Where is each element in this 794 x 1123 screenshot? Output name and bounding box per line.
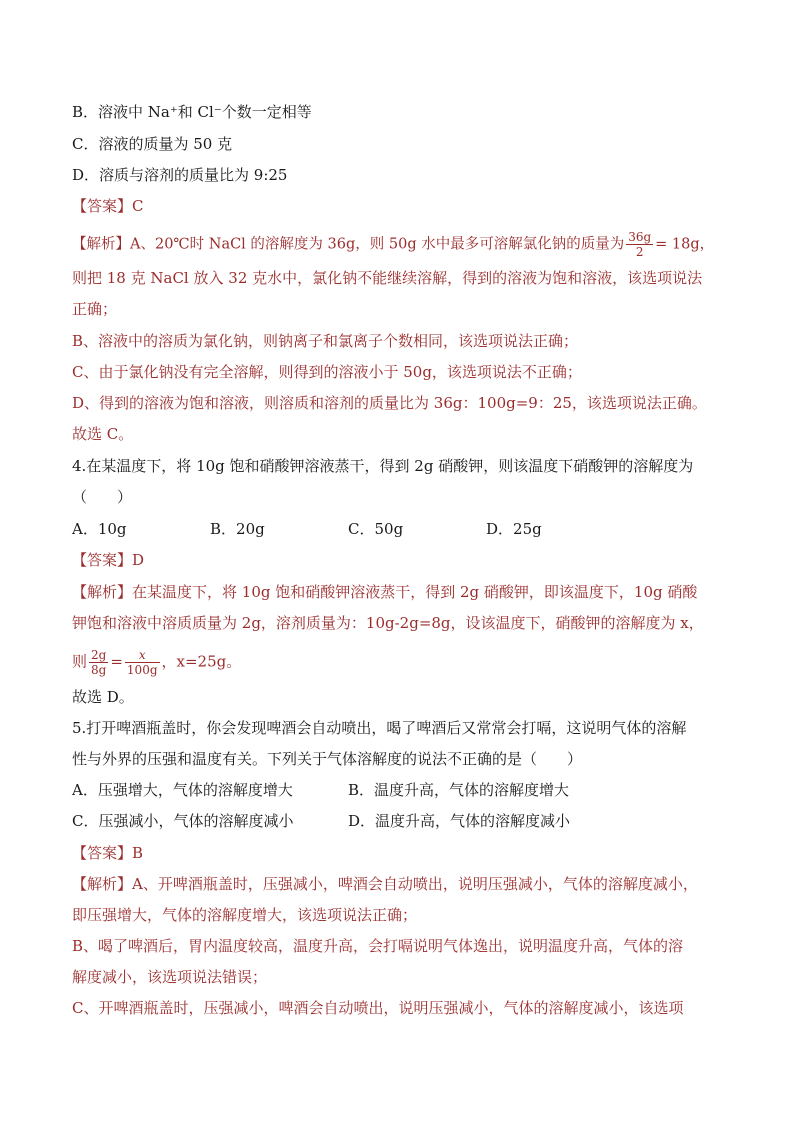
q3-analysis-a3: 正确； — [72, 300, 118, 318]
analysis-text: = 18g， — [655, 236, 715, 253]
q3-option-b: B．溶液中 Na⁺和 Cl⁻个数一定相等 — [72, 103, 312, 121]
fraction — [125, 648, 160, 677]
q3-analysis-a2: 则把 18 克 NaCl 放入 32 克水中，氯化钠不能继续溶解，得到的溶液为饱和溶液，该选项说法 — [72, 269, 703, 287]
fraction — [89, 648, 108, 677]
fraction-numerator: 2g — [91, 648, 107, 662]
analysis-text: ，x=25g。 — [161, 652, 242, 671]
q4-analysis-2: 钾饱和溶液中溶质质量为 2g，溶剂质量为：10g-2g=8g，设该温度下，硝酸钾的溶解度为 x， — [72, 614, 704, 632]
q5-option-d: D．温度升高，气体的溶解度减小 — [348, 812, 571, 830]
q5-analysis-b1: B、喝了啤酒后，胃内温度较高，温度升高，会打嗝说明气体逸出，说明温度升高，气体的溶 — [72, 937, 684, 955]
answer-value: C — [132, 197, 144, 215]
fraction-numerator: 36g — [628, 230, 652, 244]
fraction-numerator: x — [125, 648, 160, 663]
q5-analysis-b2: 解度减小，该选项说法错误； — [72, 968, 268, 986]
q3-analysis-a — [72, 230, 730, 259]
q5-answer — [72, 843, 730, 863]
q4-option-a: A．10g — [72, 520, 127, 538]
q3-answer — [72, 196, 730, 216]
q5-options-row-2 — [72, 811, 730, 831]
analysis-text: 在某温度下，将 10g 饱和硝酸钾溶液蒸干，得到 2g 硝酸钾，即该温度下，10g 硝酸 — [132, 583, 698, 601]
answer-tag: 【答案】 — [72, 844, 133, 862]
answer-value: B — [132, 844, 144, 862]
analysis-tag: 【解析】 — [72, 236, 130, 253]
q3-conclusion: 故选 C。 — [72, 425, 134, 443]
equals-sign: = — [110, 652, 123, 671]
q5-option-a: A．压强增大，气体的溶解度增大 — [72, 781, 293, 799]
fraction — [626, 230, 653, 259]
q3-analysis-d: D、得到的溶液为饱和溶液，则溶质和溶剂的质量比为 36g：100g=9：25，该选项说法正确。 — [72, 394, 707, 412]
q5-analysis-c1: C、开啤酒瓶盖时，压强减小，啤酒会自动喷出，说明压强减小，气体的溶解度减小，该选项 — [72, 999, 684, 1017]
analysis-tag: 【解析】 — [72, 583, 133, 601]
analysis-text: 则 — [72, 652, 88, 671]
q4-analysis-3 — [72, 648, 730, 677]
answer-tag: 【答案】 — [72, 551, 133, 569]
answer-tag: 【答案】 — [72, 197, 133, 215]
q4-option-b: B．20g — [210, 520, 265, 538]
q5-stem-2: 性与外界的压强和温度有关。下列关于气体溶解度的说法不正确的是（ ） — [72, 750, 583, 768]
q3-option-c: C．溶液的质量为 50 克 — [72, 135, 233, 153]
q4-conclusion: 故选 D。 — [72, 688, 134, 706]
q5-options-row-1 — [72, 780, 730, 800]
q4-analysis-1 — [72, 582, 730, 602]
q3-analysis-c: C、由于氯化钠没有完全溶解，则得到的溶液小于 50g，该选项说法不正确； — [72, 363, 582, 381]
analysis-text: A、开啤酒瓶盖时，压强减小，啤酒会自动喷出，说明压强减小，气体的溶解度减小， — [132, 875, 698, 893]
q4-stem-1: 4.在某温度下，将 10g 饱和硝酸钾溶液蒸干，得到 2g 硝酸钾，则该温度下硝酸钾的溶解度为 — [72, 457, 694, 475]
q3-analysis-b: B、溶液中的溶质为氯化钠，则钠离子和氯离子个数相同，该选项说法正确； — [72, 332, 579, 350]
q5-analysis-a1 — [72, 874, 730, 894]
fraction-denominator: 100g — [126, 663, 158, 677]
q4-options — [72, 519, 730, 539]
analysis-tag: 【解析】 — [72, 875, 133, 893]
q4-answer — [72, 550, 730, 570]
answer-value: D — [132, 551, 145, 569]
fraction-denominator: 2 — [635, 245, 644, 259]
q4-option-c: C．50g — [348, 520, 404, 538]
q5-option-b: B．温度升高，气体的溶解度增大 — [348, 781, 570, 799]
q3-option-d: D．溶质与溶剂的质量比为 9:25 — [72, 166, 288, 184]
fraction-denominator: 8g — [91, 663, 107, 677]
q4-stem-2: （ ） — [72, 488, 133, 506]
q4-option-d: D．25g — [486, 520, 542, 538]
q5-analysis-a2: 即压强增大，气体的溶解度增大，该选项说法正确； — [72, 906, 418, 924]
q5-stem-1: 5.打开啤酒瓶盖时，你会发现啤酒会自动喷出，喝了啤酒后又常常会打嗝，这说明气体的溶解 — [72, 719, 687, 737]
analysis-text: A、20℃时 NaCl 的溶解度为 36g，则 50g 水中最多可溶解氯化钠的质量为 — [130, 236, 625, 253]
q5-option-c: C．压强减小，气体的溶解度减小 — [72, 812, 294, 830]
